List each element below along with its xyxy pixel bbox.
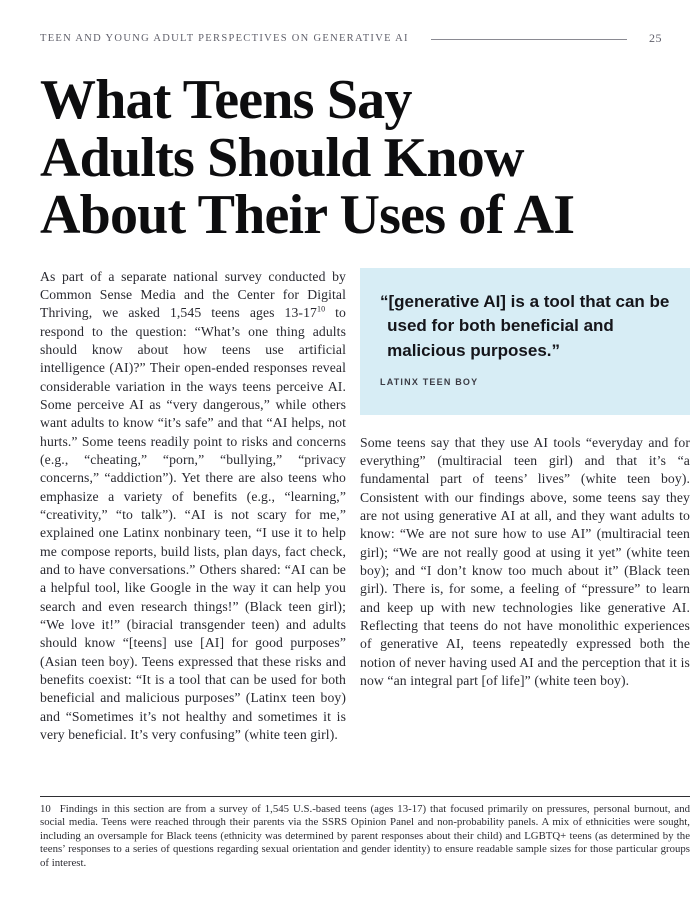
pull-quote-attribution: LATINX TEEN BOY bbox=[380, 377, 479, 387]
pull-quote-text: “[generative AI] is a tool that can be used for both beneficial and malicious purposes.” bbox=[380, 291, 670, 360]
running-header-title: TEEN AND YOUNG ADULT PERSPECTIVES ON GENERATIVE AI bbox=[40, 33, 409, 44]
page-title bbox=[40, 69, 700, 246]
left-paragraph-text-after-footnote: to respond to the question: “What’s one thing adults should know about how teens use artificial intelligence (AI)?” Their open-ended responses reveal considerable variation in the ways teens perceive AI. Some perceive AI as “very dangerous,” while others want adults to know “it’s safe” and that “AI helps, not hurts.” Some teens readily point to risks and concerns (e.g., “cheating,” “porn,” “bullying,” “privacy concerns,” “addiction”). Yet there are also teens who emphasize a variety of benefits (e.g., “learning,” “creativity,” “to talk”). “AI is not scary for me,” explained one Latinx nonbinary teen, “I use it to help me compose reports, build lists, plan days, fact check, and to have conversations.” Others shared: “AI can be a helpful tool, like Google in the way it can help you search and even research things!” (Black teen girl); “We love it!” (biracial transgender teen) and adults should know “[teens] use [AI] for good purposes” (Asian teen boy). Teens expressed that these risks and benefits coexist: “It is a tool that can be used for both beneficial and malicious purposes” (Latinx teen boy) and “Sometimes it’s not healthy and sometimes it is very beneficial. It’s very confusing” (white teen girl). bbox=[40, 305, 346, 743]
pull-quote-box bbox=[360, 268, 690, 415]
two-column-body bbox=[40, 268, 690, 796]
page-title-line-1: What Teens Say bbox=[40, 69, 412, 131]
page-title-line-2: Adults Should Know bbox=[40, 126, 524, 189]
running-header bbox=[40, 31, 662, 46]
page-title-line-3: About Their Uses of AI bbox=[40, 184, 575, 246]
left-column-paragraph bbox=[40, 268, 346, 745]
left-paragraph-text-before-footnote: As part of a separate national survey conducted by Common Sense Media and the Center for Digital Thriving, we asked 1,545 teens ages 13-17 bbox=[40, 268, 346, 321]
footnote-reference-marker: 10 bbox=[316, 304, 326, 314]
right-column-paragraph: Some teens say that they use AI tools “everyday and for everything” (multiracial teen girl) and that it’s “a fundamental part of teens’ lives” (white teen boy). Consistent with our findings above, some teens say they are not using generative AI at all, and they want adults to know: “We are not sure how to use AI” (multiracial teen girl); “We are not really good at using it yet” (white teen boy); and “I don’t know too much about it” (Black teen girl). There is, for some, a feeling of “pressure” to learn and keep up with new technologies like generative AI. Reflecting that teens do not have monolithic experiences of generative AI, teens repeatedly expressed both the notion of never having used AI and the perception that it is now “an integral part [of life]” (white teen boy). bbox=[360, 434, 690, 688]
right-column bbox=[360, 268, 690, 796]
footnote-text: Findings in this section are from a survey of 1,545 U.S.-based teens (ages 13-17) that focused primarily on pressures, personal burnout, and social media. Teens were reached through their parents via the SSRS Opinion Panel and non-probability panels. A mix of ethnicities were sought, including an oversample for Black teens (ethnicity was determined by parent responses about their child) and LGBTQ+ teens (as determined by the teens’ responses to a series of questions regarding sexual orientation and gender identity) to ensure readable sample sizes for those particular groups of interest. bbox=[40, 802, 690, 869]
footnote-section bbox=[40, 796, 690, 871]
left-column bbox=[40, 268, 346, 796]
footnote bbox=[40, 797, 690, 871]
page-number: 25 bbox=[649, 31, 662, 45]
footnote-number: 10 bbox=[40, 802, 51, 815]
header-rule bbox=[431, 39, 627, 40]
